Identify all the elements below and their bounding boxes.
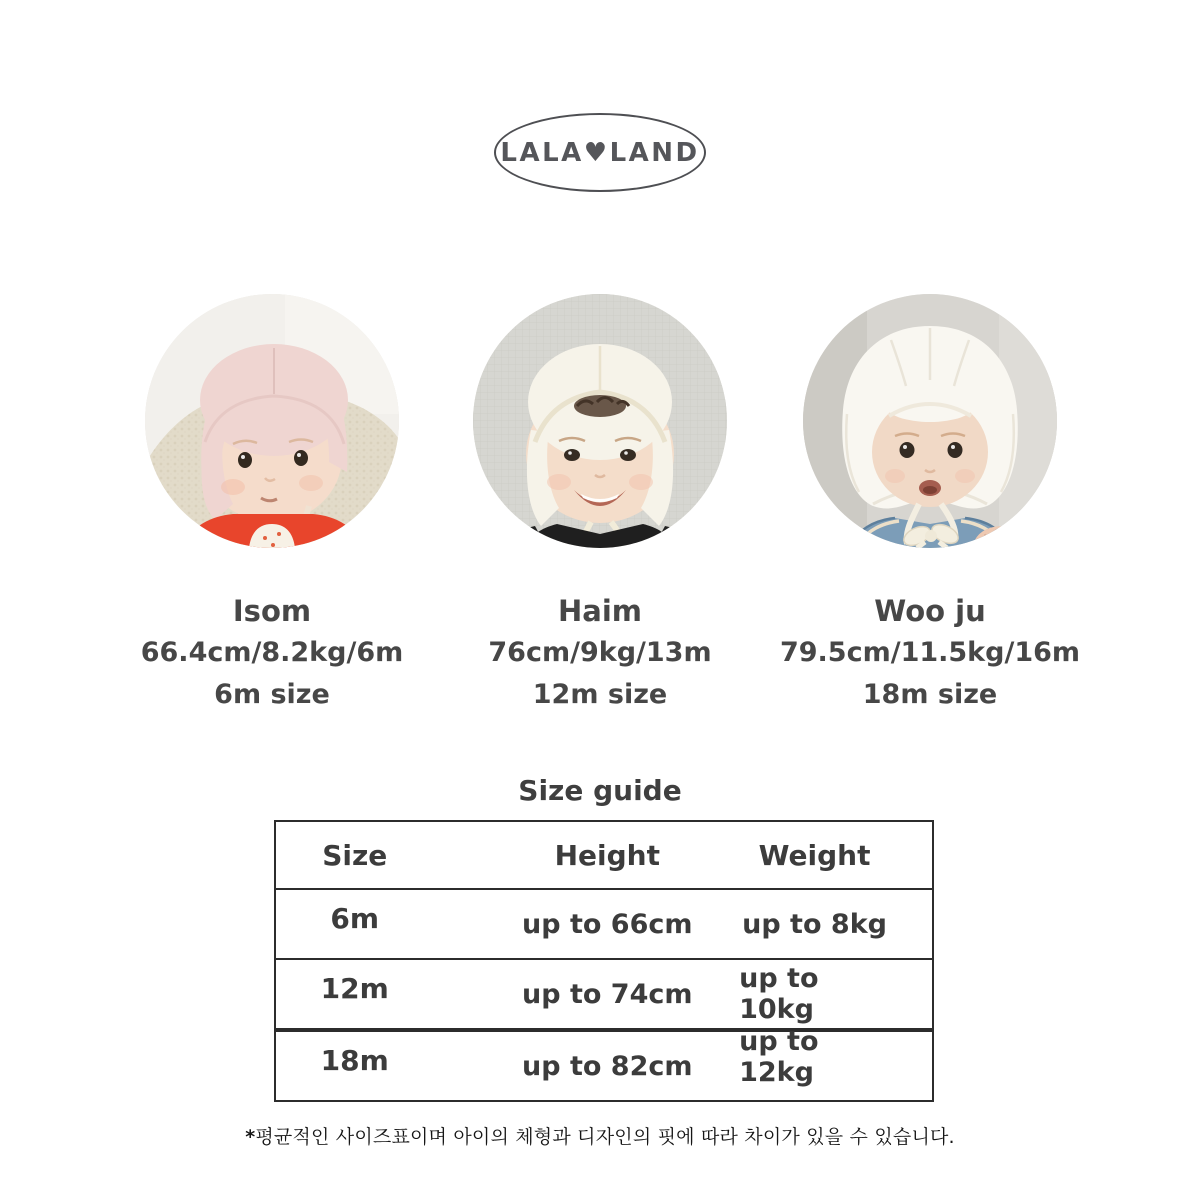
model-photo-haim [473,294,727,548]
column-header-size: Size [322,838,388,872]
model-name: Haim [558,594,642,628]
cell-weight: up to 10kg [739,963,819,1025]
cell-size: 6m [330,901,380,935]
baby-pink-bonnet-illustration [145,294,399,548]
baby-cream-bonnet-illustration [473,294,727,548]
cell-size: 12m [320,971,389,1005]
baby-sun-hat-illustration [803,294,1057,548]
cell-height: up to 74cm [522,978,693,1010]
disclaimer-text: 평균적인 사이즈표이며 아이의 체형과 디자인의 핏에 따라 차이가 있을 수 있습니다. [255,1126,955,1148]
table-row-6m [274,888,934,960]
table-header-row [274,820,934,890]
model-card-isom [107,294,437,710]
model-name: Woo ju [874,594,986,628]
size-guide-title: Size guide [518,774,682,807]
size-guide-table [274,820,934,1102]
model-stats: 76cm/9kg/13m [488,637,712,668]
model-size: 6m size [214,679,330,710]
model-card-haim [435,294,765,710]
column-header-height: Height [554,838,660,872]
model-stats: 79.5cm/11.5kg/16m [779,637,1081,668]
model-card-wooju [765,294,1095,710]
brand-logo [494,113,706,192]
table-row-12m [274,958,934,1030]
column-header-weight: Weight [758,838,871,872]
cell-size: 18m [320,1043,389,1077]
model-stats: 66.4cm/8.2kg/6m [140,637,404,668]
model-size: 18m size [862,679,998,710]
cell-weight: up to 12kg [739,1026,819,1088]
cell-height: up to 66cm [522,908,693,940]
cell-weight: up to 8kg [742,908,887,940]
cell-height: up to 82cm [522,1050,693,1082]
model-name: Isom [232,594,312,628]
model-photo-wooju [803,294,1057,548]
asterisk-marker: * [245,1126,256,1148]
model-size: 12m size [532,679,668,710]
brand-logo-text: LALA♥LAND [500,137,700,168]
size-disclaimer [0,1122,1200,1149]
model-photo-isom [145,294,399,548]
table-row-18m [274,1026,934,1102]
